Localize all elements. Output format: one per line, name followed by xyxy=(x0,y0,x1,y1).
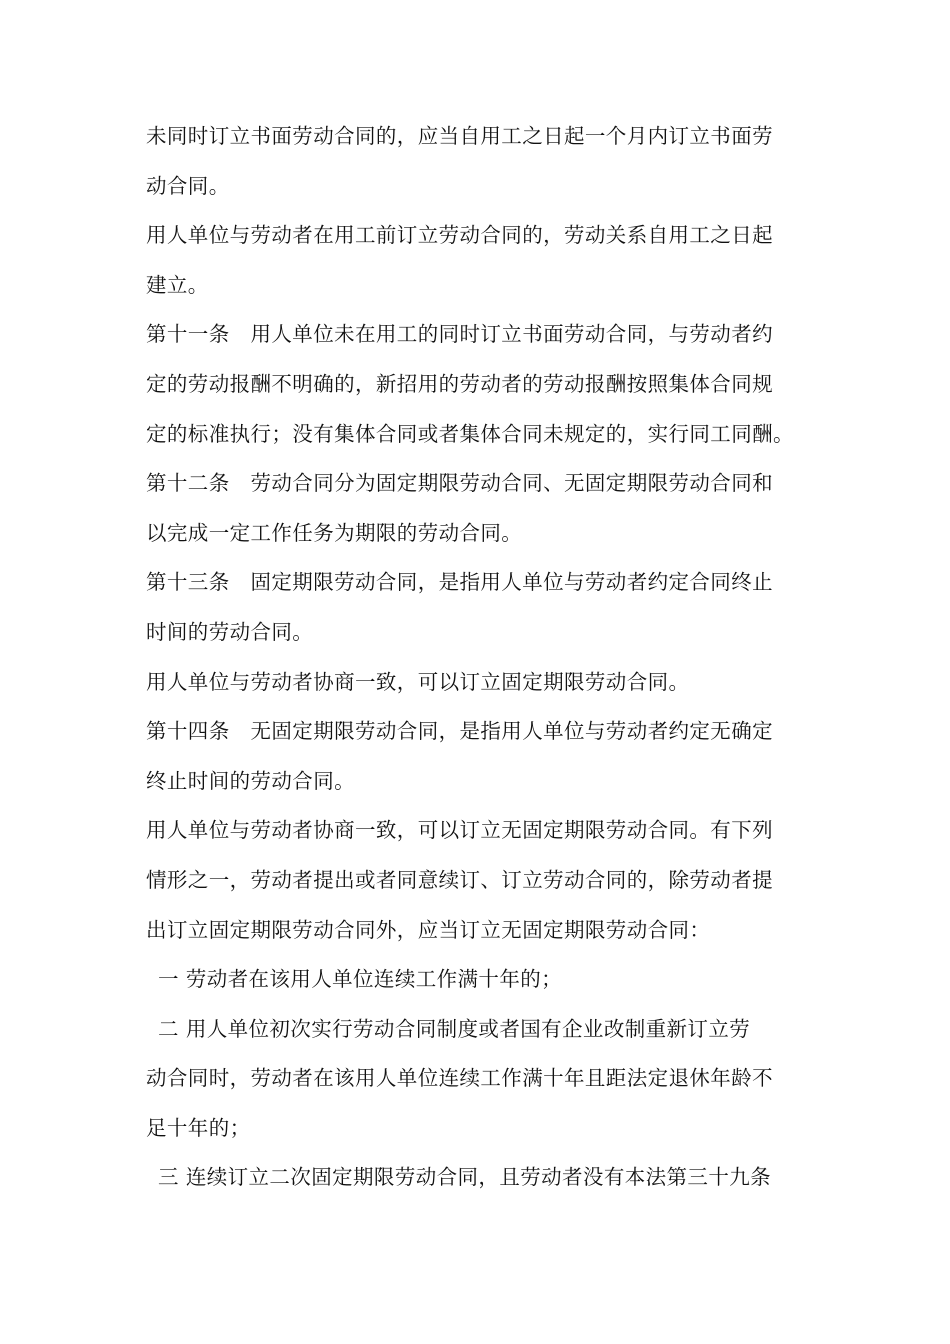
list-item-2: 二 用人单位初次实行劳动合同制度或者国有企业改制重新订立劳 xyxy=(158,1016,751,1041)
document-body xyxy=(146,112,816,1203)
text-line: 足十年的； xyxy=(146,1115,251,1140)
text-line: 用人单位与劳动者协商一致，可以订立固定期限劳动合同。 xyxy=(146,669,690,694)
text-line: 动合同时，劳动者在该用人单位连续工作满十年且距法定退休年龄不 xyxy=(146,1066,773,1091)
article-14-line: 第十四条 无固定期限劳动合同，是指用人单位与劳动者约定无确定 xyxy=(146,719,773,744)
article-12-line: 第十二条 劳动合同分为固定期限劳动合同、无固定期限劳动合同和 xyxy=(146,471,773,496)
article-13-line: 第十三条 固定期限劳动合同，是指用人单位与劳动者约定合同终止 xyxy=(146,570,773,595)
text-line: 出订立固定期限劳动合同外，应当订立无固定期限劳动合同： xyxy=(146,917,711,942)
text-line: 定的标准执行；没有集体合同或者集体合同未规定的，实行同工同酬。 xyxy=(146,421,794,446)
text-line: 未同时订立书面劳动合同的，应当自用工之日起一个月内订立书面劳 xyxy=(146,124,773,148)
list-item-3: 三 连续订立二次固定期限劳动合同，且劳动者没有本法第三十九条 xyxy=(158,1165,772,1190)
text-line: 以完成一定工作任务为期限的劳动合同。 xyxy=(146,520,523,545)
text-line: 时间的劳动合同。 xyxy=(146,619,314,644)
text-line: 动合同。 xyxy=(146,173,230,198)
text-line: 终止时间的劳动合同。 xyxy=(146,768,355,793)
article-11-line: 第十一条 用人单位未在用工的同时订立书面劳动合同，与劳动者约 xyxy=(146,322,773,347)
text-line: 用人单位与劳动者在用工前订立劳动合同的，劳动关系自用工之日起 xyxy=(146,223,773,248)
list-item-1: 一 劳动者在该用人单位连续工作满十年的； xyxy=(158,967,563,992)
text-line: 用人单位与劳动者协商一致，可以订立无固定期限劳动合同。有下列 xyxy=(146,818,773,843)
text-line: 定的劳动报酬不明确的，新招用的劳动者的劳动报酬按照集体合同规 xyxy=(146,371,773,396)
text-line: 情形之一，劳动者提出或者同意续订、订立劳动合同的，除劳动者提 xyxy=(146,867,773,892)
text-line: 建立。 xyxy=(146,272,209,297)
